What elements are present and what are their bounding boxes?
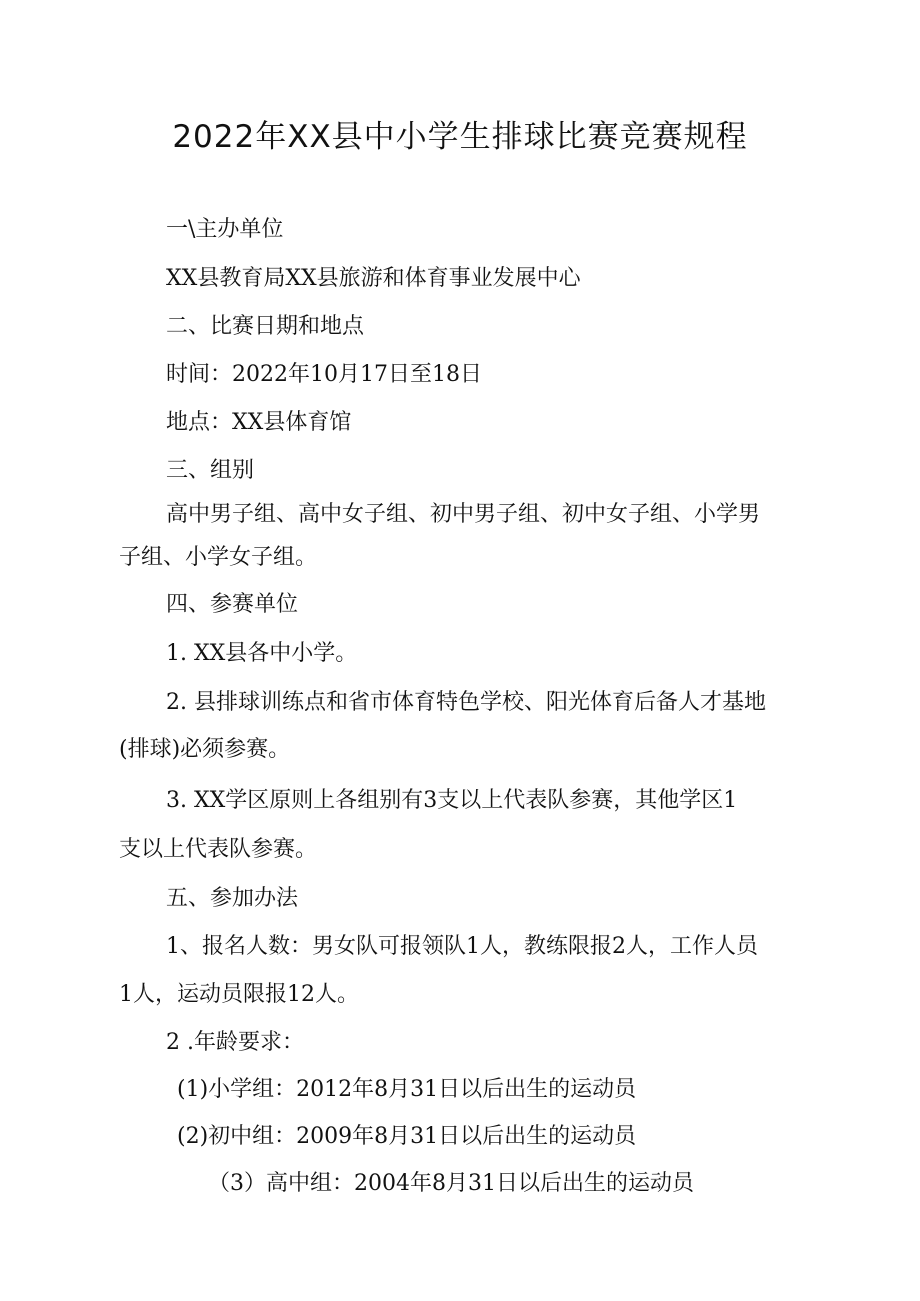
schedule-venue: 地点：XX县体育馆 <box>166 410 352 435</box>
participants-item-3-line-1: 3. XX学区原则上各组别有3支以上代表队参赛，其他学区1 <box>166 788 738 813</box>
method-rule-2-heading: 2 .年龄要求： <box>166 1030 304 1055</box>
section-heading-groups: 三、组别 <box>166 458 255 483</box>
section-heading-organizer: 一\主办单位 <box>166 217 284 242</box>
age-requirement-primary: (1)小学组：2012年8月31日以后出生的运动员 <box>177 1077 637 1102</box>
age-requirement-senior: （3）高中组：2004年8月31日以后出生的运动员 <box>208 1171 694 1196</box>
schedule-time: 时间：2022年10月17日至18日 <box>166 362 482 387</box>
groups-line-1: 高中男子组、高中女子组、初中男子组、初中女子组、小学男 <box>166 502 761 527</box>
section-heading-participants: 四、参赛单位 <box>166 592 299 617</box>
method-rule-1-line-2: 1人，运动员限报12人。 <box>119 982 359 1007</box>
method-rule-1-line-1: 1、报名人数：男女队可报领队1人，教练限报2人，工作人员 <box>166 934 758 959</box>
age-requirement-junior: (2)初中组：2009年8月31日以后出生的运动员 <box>177 1124 637 1149</box>
section-heading-method: 五、参加办法 <box>166 886 299 911</box>
section-heading-schedule: 二、比赛日期和地点 <box>166 314 365 339</box>
groups-line-2: 子组、小学女子组。 <box>119 545 318 570</box>
organizer-content: XX县教育局XX县旅游和体育事业发展中心 <box>166 266 581 291</box>
participants-item-2-line-2: (排球)必须参赛。 <box>119 737 291 762</box>
participants-item-2-line-1: 2. 县排球训练点和省市体育特色学校、阳光体育后备人才基地 <box>166 690 766 715</box>
participants-item-1: 1. XX县各中小学。 <box>166 641 358 666</box>
participants-item-3-line-2: 支以上代表队参赛。 <box>119 837 318 862</box>
document-title: 2022年XX县中小学生排球比赛竞赛规程 <box>172 119 748 155</box>
